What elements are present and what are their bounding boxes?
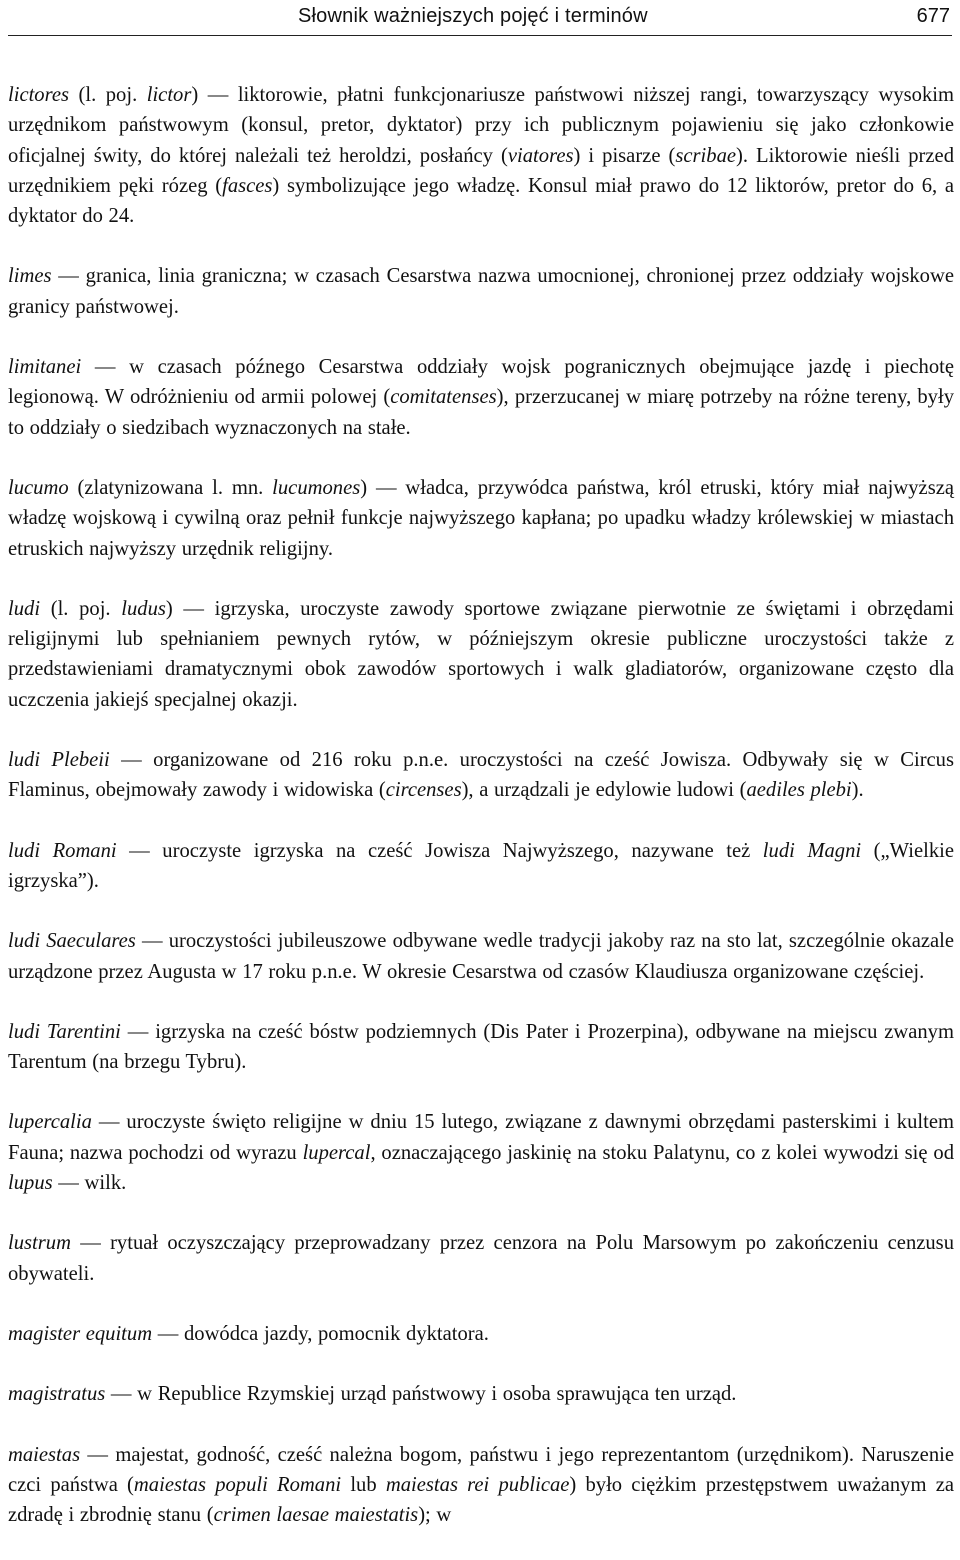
entry-latin: ludi Magni <box>762 839 862 862</box>
entry-term: lupercalia <box>8 1111 92 1134</box>
entry-text: — igrzyska na cześć bóstw podziemnych (Dis Pater i Prozerpina), odbywane na miejscu zwanym Tarentum (na brzegu Tybru). <box>8 1020 954 1074</box>
entry-magister-equitum <box>8 1319 954 1349</box>
entry-term: magistratus <box>8 1383 106 1406</box>
entry-text: ), a urządzali je edylowie ludowi ( <box>461 779 747 802</box>
entry-latin: circenses <box>385 779 462 802</box>
entry-latin: lupus <box>8 1172 53 1195</box>
entry-lictores <box>8 80 954 231</box>
entry-text: ); w <box>418 1504 452 1527</box>
entry-text: — uroczyste igrzyska na cześć Jowisza Najwyższego, nazywane też <box>116 839 763 862</box>
entry-text: ) symbolizujące jego władzę. Konsul miał prawo do 12 liktorów, pretor do 6, a dyktator do 24. <box>8 174 954 228</box>
entry-latin: lupercal <box>302 1141 371 1164</box>
entry-text: ) — władca, przywódca państwa, król etruski, który miał najwyższą władzę wojskową i cywilną oraz pełnił funkcje najwyższego kapłana; po upadku władzy królewskiej w miastach etruskich najwyższy urzędnik religijny. <box>8 476 954 560</box>
entry-latin: maiestas rei publicae <box>385 1473 570 1496</box>
entry-text: — wilk. <box>52 1172 127 1195</box>
entry-term: ludi Romani <box>8 839 117 862</box>
entry-text: — w czasach późnego Cesarstwa oddziały wojsk pogranicznych obejmujące jazdę i piechotę legionową. W odróżnieniu od armii polowej ( <box>8 356 954 409</box>
entry-ludi-tarentini <box>8 1017 954 1078</box>
entry-ludi-romani <box>8 836 954 897</box>
entry-latin: aediles plebi <box>746 779 852 802</box>
entry-term: lictores <box>8 84 70 106</box>
entry-text: — dowódca jazdy, pomocnik dyktatora. <box>152 1322 489 1345</box>
entry-latin: crimen laesae maiestatis <box>213 1504 419 1527</box>
entry-lustrum <box>8 1228 954 1289</box>
entry-text: ). Liktorowie nieśli przed urzędnikiem pęki rózeg ( <box>8 144 954 197</box>
entry-term: lucumo <box>8 476 69 499</box>
page-number: 677 <box>916 5 950 27</box>
entry-term: ludi Tarentini <box>8 1020 121 1043</box>
entry-text: ) — igrzyska, uroczyste zawody sportowe związane pierwotnie ze świętami i obrzędami religijnymi lub spełnianiem pewnych rytów, w późniejszym okresie publiczne uroczystości także z przedstawieniami dramatycznymi obok zawodów sportowych i walk gladiatorów, organizowane często dla uczczenia jakiejś specjalnej okazji. <box>8 597 954 711</box>
entry-text: — majestat, godność, cześć należna bogom, państwu i jego reprezentantom (urzędnikom). Naruszenie czci państwa ( <box>8 1443 954 1496</box>
entry-text: ), przerzucanej w miarę potrzeby na różne tereny, były to oddziały o siedzibach wyznaczonych na stałe. <box>8 386 954 439</box>
glossary-entries <box>8 80 954 1560</box>
entry-text: — uroczyste święto religijne w dniu 15 lutego, związane z dawnymi obrzędami pasterskimi i kultem Fauna; nazwa pochodzi od wyrazu <box>8 1111 954 1164</box>
entry-text: („Wielkie igrzyska”). <box>8 839 955 892</box>
entry-lupercalia <box>8 1107 954 1198</box>
running-title: Słownik ważniejszych pojęć i terminów <box>298 5 648 27</box>
entry-text: ) i pisarze ( <box>573 144 676 167</box>
entry-text: ) — liktorowie, płatni funkcjonariusze państwowi niższej rangi, towarzyszący wysokim urzędnikom państwowym (konsul, pretor, dyktator) przy ich publicznym pojawieniu się jako członkowie oficjalnej świty, do której należali też heroldzi, posłańcy ( <box>8 84 955 167</box>
entry-text: (l. poj. <box>69 84 147 106</box>
entry-latin: maiestas populi Romani <box>133 1473 342 1496</box>
entry-text: — granica, linia graniczna; w czasach Cesarstwa nazwa umocnionej, chronionej przez oddziały wojskowe granicy państwowej. <box>8 265 954 318</box>
entry-text: (l. poj. <box>40 597 122 620</box>
entry-ludi-plebeii <box>8 745 954 806</box>
entry-term: magister equitum <box>8 1322 153 1345</box>
entry-limitanei <box>8 352 954 443</box>
entry-latin: ludus <box>121 597 166 620</box>
entry-latin: lictor <box>146 84 192 106</box>
entry-text: — organizowane od 216 roku p.n.e. uroczystości na cześć Jowisza. Odbywały się w Circus Flaminus, obejmowały zawody i widowiska ( <box>8 749 954 802</box>
entry-text: — uroczystości jubileuszowe odbywane wedle tradycji jakoby raz na sto lat, szczególnie okazale urządzone przez Augusta w 17 roku p.n.e. W okresie Cesarstwa od czasów Klaudiusza organizowane częściej. <box>8 930 955 983</box>
entry-ludi <box>8 594 954 715</box>
page-header <box>8 2 952 36</box>
entry-latin: comitatenses <box>390 386 497 409</box>
entry-limes <box>8 261 954 322</box>
entry-term: ludi <box>8 597 41 620</box>
entry-text: — rytuał oczyszczający przeprowadzany przez cenzora na Polu Marsowym po zakończeniu cenzusu obywateli. <box>8 1232 954 1285</box>
entry-maiestas <box>8 1440 954 1531</box>
entry-text: (zlatynizowana l. mn. <box>68 476 273 499</box>
entry-latin: scribae <box>675 144 736 167</box>
entry-text: ) było ciężkim przestępstwem uważanym za zdradę i zbrodnię stanu ( <box>8 1473 954 1527</box>
entry-lucumo <box>8 473 954 564</box>
entry-term: ludi Plebeii <box>8 749 110 772</box>
entry-term: limes <box>8 265 52 288</box>
entry-term: limitanei <box>8 356 82 379</box>
entry-magistratus <box>8 1379 954 1409</box>
entry-term: ludi Saeculares <box>8 930 136 953</box>
entry-text: , oznaczającego jaskinię na stoku Palatynu, co z kolei wywodzi się od <box>370 1141 954 1164</box>
entry-text: lub <box>341 1473 386 1496</box>
entry-text: ). <box>851 779 864 802</box>
entry-term: maiestas <box>8 1443 81 1466</box>
entry-latin: fasces <box>222 174 273 197</box>
entry-latin: viatores <box>507 144 574 167</box>
entry-text: — w Republice Rzymskiej urząd państwowy i osoba sprawująca ten urząd. <box>105 1383 737 1406</box>
entry-latin: lucumones <box>272 476 361 499</box>
entry-term: lustrum <box>8 1232 71 1255</box>
entry-ludi-saeculares <box>8 926 954 987</box>
